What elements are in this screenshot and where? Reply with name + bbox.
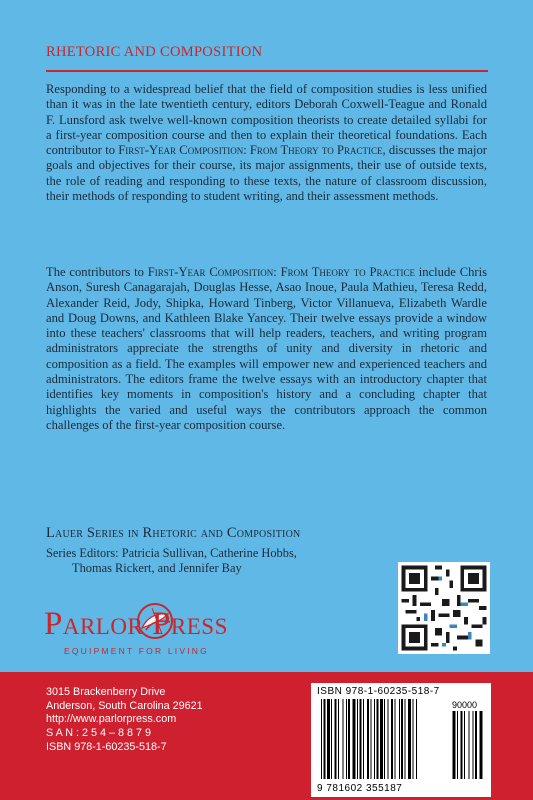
publisher-logo xyxy=(44,600,334,662)
qr-code xyxy=(398,562,490,654)
address-line-1: 3015 Brackenberry Drive xyxy=(46,686,166,698)
series-editors xyxy=(46,546,297,576)
barcode-price-code: 90000 xyxy=(452,700,478,710)
p1-text-end: , discusses the major goals and objectives for their course, its major assignments, their use of outside texts, the role of reading and responding to these texts, the nature of classroom discussion, their methods of responding to student writing, and their assessment methods. xyxy=(46,143,487,204)
publisher-name: Parlor Press xyxy=(44,606,228,642)
publisher-address xyxy=(46,686,203,755)
series-editors-line-1: Series Editors: Patricia Sullivan, Catherine Hobbs, xyxy=(46,546,297,560)
description-paragraph-2 xyxy=(46,265,487,433)
p1-book-title: First-Year Composition: From Theory to Practice xyxy=(118,143,383,158)
p2-text-end: include Chris Anson, Suresh Canagarajah, Douglas Hesse, Asao Inoue, Paula Mathieu, Teresa Redd, Alexander Reid, Jody, Shipka, Howard Tinberg, Victor Villanueva, Elizabeth Wardle and Doug Downs, and Kathleen Blake Yancey. Their twelve essays provide a window into these teachers' classrooms that will help readers, teachers, and writing program administrators appreciate the strengths of unity and diversity in rhetoric and composition as a field. The examples will empower new and experienced teachers and administrators. The editors frame the twelve essays with an introductory chapter that identifies key moments in composition's history and a concluding chapter that highlights the varied and useful ways the contributors approach the common challenges of the first-year composition course. xyxy=(46,265,487,432)
p2-book-title: First-Year Composition: From Theory to Practice xyxy=(147,265,415,279)
isbn-barcode xyxy=(311,683,491,797)
series-editors-line-2: Thomas Rickert, and Jennifer Bay xyxy=(72,561,242,575)
address-line-2: Anderson, South Carolina 29621 xyxy=(46,699,203,712)
barcode-bars xyxy=(317,699,485,783)
heading-rule xyxy=(46,70,488,72)
series-name: Lauer Series in Rhetoric and Composition xyxy=(46,525,301,541)
category-heading: RHETORIC AND COMPOSITION xyxy=(46,44,263,60)
barcode-digits: 9 781602 355187 xyxy=(317,783,403,794)
publisher-tagline: EQUIPMENT FOR LIVING xyxy=(64,646,209,656)
p2-text-start: The contributors to xyxy=(46,265,148,279)
publisher-san: S A N : 2 5 4 – 8 8 7 9 xyxy=(46,727,152,740)
p1-text-start: Responding to a widespread belief that the field of composition studies is less unified than it was in the late twentieth century, editors Deborah Coxwell-Teague and Ronald F. Lunsford ask twelve well-known composition theorists to create detailed syllabi for a first-year composition course and then to explain their theoretical foundations. Each contributor to xyxy=(46,82,487,158)
publisher-website: http://www.parlorpress.com xyxy=(46,713,177,726)
description-paragraph-1 xyxy=(46,82,487,204)
publisher-isbn: ISBN 978-1-60235-518-7 xyxy=(46,740,167,753)
barcode-isbn-label: ISBN 978-1-60235-518-7 xyxy=(317,686,440,697)
